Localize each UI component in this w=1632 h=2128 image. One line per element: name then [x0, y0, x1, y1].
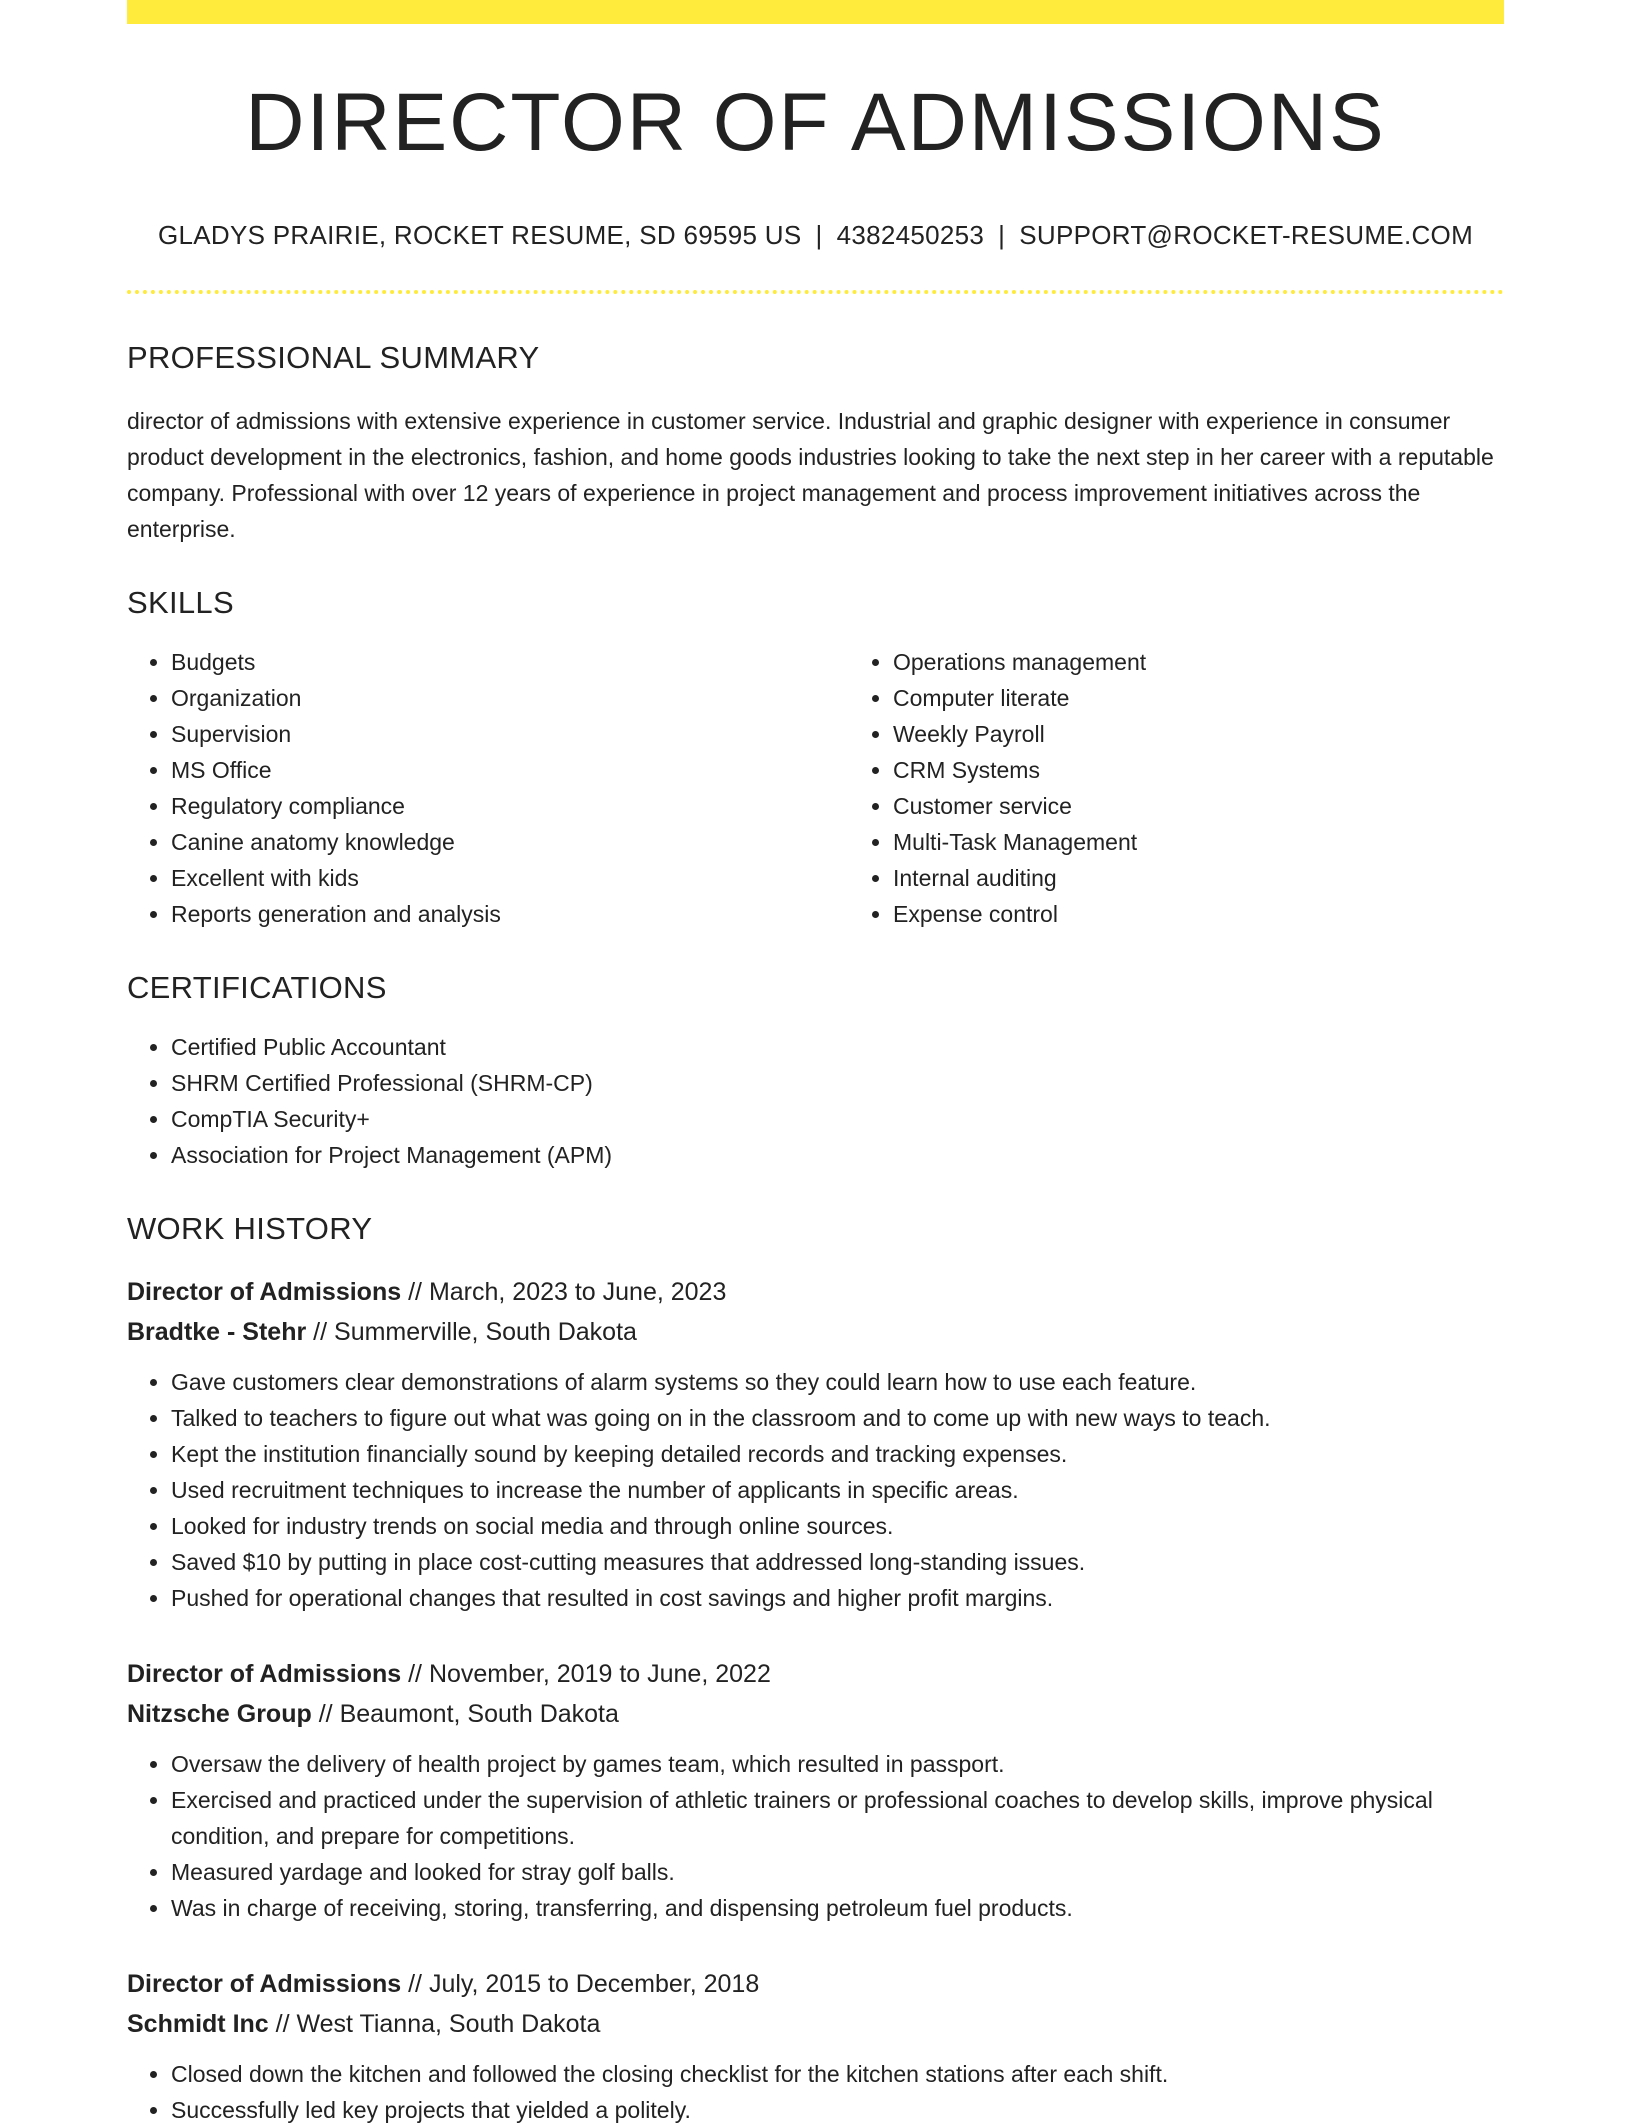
job-entry — [127, 1654, 1504, 1926]
job-title-line — [127, 1272, 1504, 1312]
job-company: Nitzsche Group — [127, 1700, 312, 1728]
skill-item: • Multi-Task Management — [893, 824, 1571, 860]
skill-item: • Budgets — [171, 644, 849, 680]
job-title: Director of Admissions — [127, 1278, 402, 1306]
skill-item: • Organization — [171, 680, 849, 716]
job-company: Schmidt Inc — [127, 2010, 269, 2038]
job-bullets — [127, 2056, 1504, 2128]
skill-item: • Computer literate — [893, 680, 1571, 716]
contact-separator: | — [998, 220, 1006, 250]
job-bullets — [127, 1746, 1504, 1926]
job-location: Summerville, South Dakota — [334, 1318, 637, 1346]
summary-heading: PROFESSIONAL SUMMARY — [127, 340, 540, 375]
skill-item: • Internal auditing — [893, 860, 1571, 896]
job-dates: November, 2019 to June, 2022 — [428, 1660, 771, 1688]
certification-item: • Association for Project Management (APM) — [171, 1137, 1504, 1173]
job-dates: March, 2023 to June, 2023 — [428, 1278, 727, 1306]
page-title: DIRECTOR OF ADMISSIONS — [245, 77, 1386, 168]
job-title-line — [127, 1964, 1504, 2004]
dotted-divider — [127, 290, 1504, 294]
skill-item: • MS Office — [171, 752, 849, 788]
job-bullet: • Pushed for operational changes that resulted in cost savings and higher profit margins. — [171, 1580, 1504, 1616]
job-divider: // — [408, 1660, 422, 1688]
job-bullet: • Talked to teachers to figure out what was going on in the classroom and to come up with new ways to teach. — [171, 1400, 1504, 1436]
job-bullet: • Measured yardage and looked for stray golf balls. — [171, 1854, 1504, 1890]
certifications-list — [127, 1029, 1504, 1173]
job-bullet: • Closed down the kitchen and followed the closing checklist for the kitchen stations after each shift. — [171, 2056, 1504, 2092]
job-divider: // — [408, 1970, 422, 1998]
skill-item: • Weekly Payroll — [893, 716, 1571, 752]
contact-separator: | — [815, 220, 823, 250]
job-bullet: • Looked for industry trends on social media and through online sources. — [171, 1508, 1504, 1544]
skill-item: • Operations management — [893, 644, 1571, 680]
job-divider: // — [313, 1318, 328, 1346]
job-company: Bradtke - Stehr — [127, 1318, 307, 1346]
job-bullet: • Exercised and practiced under the supervision of athletic trainers or professional coaches to develop skills, improve physical condition, and prepare for competitions. — [171, 1782, 1504, 1854]
job-company-line — [127, 1694, 1504, 1734]
job-entry — [127, 1272, 1504, 1616]
contact-line — [127, 222, 1504, 248]
resume-page — [127, 0, 1504, 2128]
job-location: West Tianna, South Dakota — [296, 2010, 601, 2038]
skill-item: • Reports generation and analysis — [171, 896, 849, 932]
job-company-line — [127, 1312, 1504, 1352]
job-divider: // — [408, 1278, 422, 1306]
job-location: Beaumont, South Dakota — [339, 1700, 619, 1728]
skill-item: • Supervision — [171, 716, 849, 752]
skill-item: • Canine anatomy knowledge — [171, 824, 849, 860]
summary-text: director of admissions with extensive experience in customer service. Industrial and graphic designer with experience in consumer product development in the electronics, fashion, and home goods industries looking to take the next step in her career with a reputable company. Professional with over 12 years of experience in project management and process improvement initiatives across the enterprise. — [127, 408, 1494, 542]
certification-item: • Certified Public Accountant — [171, 1029, 1504, 1065]
job-bullet: • Saved $10 by putting in place cost-cutting measures that addressed long-standing issues. — [171, 1544, 1504, 1580]
skill-item: • CRM Systems — [893, 752, 1571, 788]
skills-list-left — [127, 644, 849, 932]
contact-phone: 4382450253 — [836, 220, 985, 250]
job-bullets — [127, 1364, 1504, 1616]
job-title: Director of Admissions — [127, 1970, 402, 1998]
skills-heading: SKILLS — [127, 585, 234, 620]
job-bullet: • Kept the institution financially sound by keeping detailed records and tracking expenses. — [171, 1436, 1504, 1472]
accent-bar — [127, 0, 1504, 24]
job-bullet: • Used recruitment techniques to increase the number of applicants in specific areas. — [171, 1472, 1504, 1508]
contact-address: GLADYS PRAIRIE, ROCKET RESUME, SD 69595 US — [157, 220, 802, 250]
job-bullet: • Was in charge of receiving, storing, transferring, and dispensing petroleum fuel products. — [171, 1890, 1504, 1926]
work-history-heading: WORK HISTORY — [127, 1211, 373, 1246]
job-dates: July, 2015 to December, 2018 — [428, 1970, 760, 1998]
job-divider: // — [275, 2010, 290, 2038]
skills-grid — [127, 644, 1504, 932]
job-bullet: • Successfully led key projects that yielded a politely. — [171, 2092, 1504, 2128]
contact-email: SUPPORT@ROCKET-RESUME.COM — [1019, 220, 1474, 250]
skill-item: • Excellent with kids — [171, 860, 849, 896]
job-bullet: • Gave customers clear demonstrations of alarm systems so they could learn how to use each feature. — [171, 1364, 1504, 1400]
job-title: Director of Admissions — [127, 1660, 402, 1688]
skill-item: • Expense control — [893, 896, 1571, 932]
skill-item: • Customer service — [893, 788, 1571, 824]
job-bullet: • Oversaw the delivery of health project by games team, which resulted in passport. — [171, 1746, 1504, 1782]
certification-item: • CompTIA Security+ — [171, 1101, 1504, 1137]
job-title-line — [127, 1654, 1504, 1694]
job-company-line — [127, 2004, 1504, 2044]
certifications-heading: CERTIFICATIONS — [127, 970, 387, 1005]
skills-list-right — [849, 644, 1571, 932]
certification-item: • SHRM Certified Professional (SHRM-CP) — [171, 1065, 1504, 1101]
skill-item: • Regulatory compliance — [171, 788, 849, 824]
job-entry — [127, 1964, 1504, 2128]
job-divider: // — [318, 1700, 333, 1728]
